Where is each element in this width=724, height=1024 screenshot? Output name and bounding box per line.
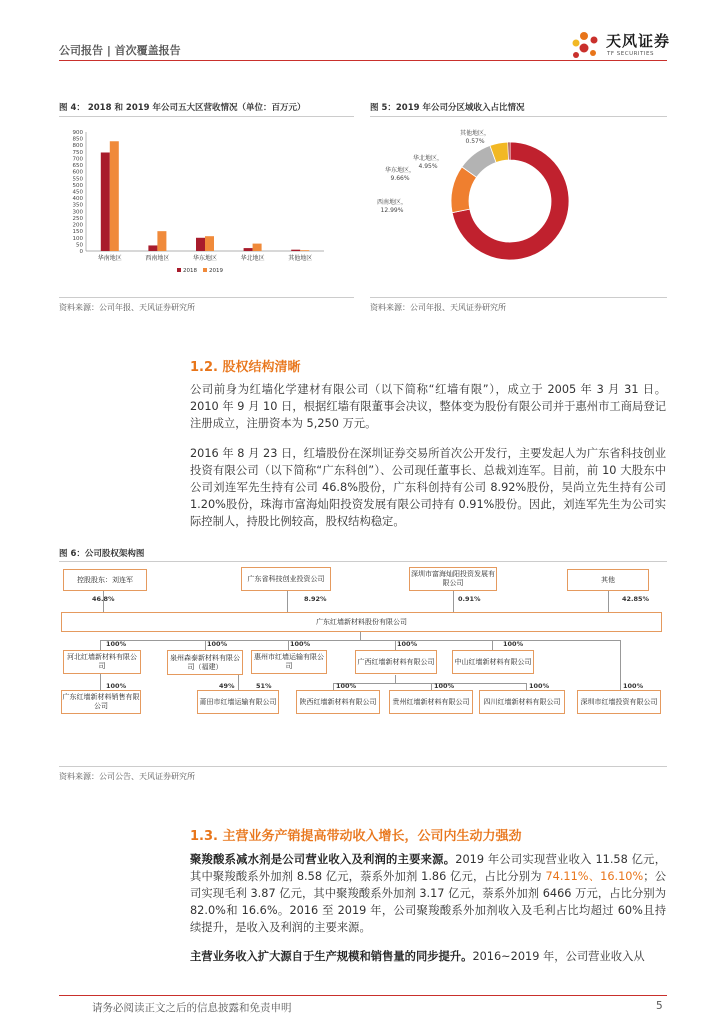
sub-pct: 100% [336,682,357,690]
slice-label: 西南地区， [376,199,408,206]
org-connector [492,640,493,650]
section-1-2-paragraph-1: 公司前身为红墙化学建材有限公司（以下简称“红墙有限”），成立于 2005 年 3 月 31 日。2010 年 9 月 10 日，根据红墙有限董事会决议，整体变为股份有限公司并于惠州市工商局登记注册成立，注册资本为 5,250 万元。 [190,383,666,430]
subsidiary-box: 四川红墙新材料有限公司 [479,690,565,714]
bar-2019 [157,231,166,251]
bar-2019 [253,244,262,251]
x-tick-label: 华南地区 [97,255,122,262]
fig4-source: 资料来源：公司年报、天风证券研究所 [59,303,195,312]
sub-pct: 51% [256,682,272,690]
subsidiary-box: 河北红墙新材料有限公司 [63,650,141,674]
org-connector [287,591,288,613]
y-tick-label: 50 [76,242,83,249]
logo-subtext: TF SECURITIES [607,51,654,57]
sub-pct: 49% [219,682,235,690]
fig5-donut-chart [370,120,667,290]
fig5-bottom-rule [370,297,667,298]
y-tick-label: 550 [72,176,83,183]
x-tick-label: 华北地区 [240,255,265,262]
subsidiary-box: 泉州森泰新材料有限公司（福建） [167,650,243,675]
y-tick-label: 350 [72,202,83,209]
subsidiary-box: 广东红墙新材料销售有限公司 [61,690,141,714]
y-tick-label: 250 [72,215,83,222]
legend-swatch [177,268,181,272]
fig6-title-rule [59,561,667,562]
org-connector [453,591,454,613]
bar-2018 [244,248,253,251]
y-tick-label: 750 [72,149,83,156]
shareholder-box: 广东省科技创业投资公司 [241,567,331,591]
sub-pct: 100% [623,682,644,690]
y-tick-label: 650 [72,163,83,170]
slice-value-label: 9.66% [390,175,410,182]
shareholder-box: 控股股东：刘连军 [63,569,147,591]
legend-label: 2018 [183,268,197,274]
report-header-title: 公司报告 | 首次覆盖报告 [59,44,181,57]
sub-pct: 100% [207,640,228,648]
subsidiary-box: 惠州市红墙运输有限公司 [251,650,327,674]
subsidiary-box: 莆田市红墙运输有限公司 [197,690,279,714]
slice-value-label: 4.95% [418,163,438,170]
page-number: 5 [656,1000,663,1012]
sub-pct: 100% [434,682,455,690]
sub-pct: 100% [106,640,127,648]
org-connector [100,640,620,641]
y-tick-label: 300 [72,209,83,216]
slice-value-label: 71.83% [576,227,600,234]
bar-2018 [196,238,205,251]
fig5-title-rule [370,116,667,117]
org-connector [431,683,432,690]
org-connector [395,675,396,683]
slice-label: 华东地区， [384,167,416,174]
section-1-3-paragraph-2 [190,948,666,965]
logo-text: 天风证券 [606,32,671,50]
bar-2019 [110,141,119,251]
y-tick-label: 0 [79,249,83,255]
org-connector [205,640,206,650]
bar-2019 [205,236,214,251]
sub-pct: 100% [106,682,127,690]
bar-2019 [300,250,309,251]
org-connector [333,683,526,684]
shareholder-pct: 8.92% [304,595,327,603]
y-tick-label: 900 [72,130,83,136]
slice-label: 其他地区， [459,130,491,137]
shareholder-pct: 42.85% [622,595,650,603]
bar-2018 [101,152,110,251]
org-connector [620,640,621,690]
p1-highlight: 74.11%、16.10% [545,870,644,883]
y-tick-label: 850 [72,136,83,143]
fig4-title-rule [59,116,354,117]
bar-2018 [291,250,300,251]
x-tick-label: 西南地区 [145,255,170,262]
section-1-3-heading: 1.3. 主营业务产销提高带动收入增长，公司内生动力强劲 [190,829,522,844]
org-connector [360,632,361,640]
footer-disclaimer: 请务必阅读正文之后的信息披露和免责申明 [92,1002,292,1014]
y-tick-label: 400 [72,196,83,203]
fig6-source: 资料来源：公司公告、天风证券研究所 [59,772,195,781]
legend-swatch [203,268,207,272]
org-connector [395,640,396,650]
y-tick-label: 700 [72,156,83,163]
subsidiary-box: 中山红墙新材料有限公司 [452,650,534,674]
bar-2018 [148,245,157,251]
slice-value-label: 12.99% [380,207,404,214]
subsidiary-box: 陕西红墙新材料有限公司 [296,690,380,714]
org-connector [608,591,609,613]
p2-text-a: 2016~2019 年，公司营业收入从 [472,950,645,963]
shareholder-pct: 0.91% [458,595,481,603]
org-connector [526,683,527,690]
sub-pct: 100% [290,640,311,648]
section-1-2-paragraph-2: 2016 年 8 月 23 日，红墙股份在深圳证券交易所首次公开发行，主要发起人为广东省科技创业投资有限公司（以下简称“广东科创”）、公司现任董事长、总裁刘连军。目前，前 10 大股东中公司刘连军先生持有公司 46.8%股份，广东科创持有公司 8.92%股份，吴尚立先生持有公司 1.20%股份，珠海市富海灿阳投资发展有限公司持有 0.91%股份。因此，刘连军先生为公司实际控制人，持股比例较高，股权结构稳定。 [190,447,666,528]
org-connector [288,640,289,650]
subsidiary-box: 广西红墙新材料有限公司 [355,650,437,674]
y-tick-label: 600 [72,169,83,176]
org-connector [238,675,239,690]
x-tick-label: 其他地区 [288,255,313,262]
p1-bold-lead: 聚羧酸系减水剂是公司营业收入及利润的主要来源。 [190,853,456,866]
fig5-title: 图 5：2019 年公司分区域收入占比情况 [370,103,525,113]
shareholder-box: 深圳市富海灿阳投资发展有限公司 [409,567,497,591]
p2-bold-lead: 主营业务收入扩大源自于生产规模和销售量的同步提升。 [190,950,473,963]
donut-slice [508,142,510,160]
fig4-title: 图 4： 2018 和 2019 年公司五大区营收情况（单位：百万元） [59,103,306,113]
slice-value-label: 0.57% [465,138,485,145]
sub-pct: 100% [503,640,524,648]
slice-label: 华北地区， [412,155,444,162]
y-tick-label: 450 [72,189,83,196]
y-tick-label: 800 [72,143,83,150]
sub-pct: 100% [529,682,550,690]
y-tick-label: 500 [72,182,83,189]
p1-text-b: ；公司实现毛利 3.87 亿元，其中聚羧酸系外加剂 3.17 亿元，萘系外加剂 6466 万元，占比分别为 82.0%和 16.6%。2016 至 2019 年，公司聚羧酸系外加剂收入及毛利占比均超过 60%且持续提升，是收入及利润的主要来源。 [190,870,666,934]
section-1-2-heading: 1.2. 股权结构清晰 [190,360,301,375]
fig6-title: 图 6：公司股权架构图 [59,549,145,559]
section-1-3-paragraph-1 [190,851,666,936]
y-tick-label: 200 [72,222,83,229]
fig5-source: 资料来源：公司年报、天风证券研究所 [370,303,506,312]
shareholder-box: 其他 [567,569,649,591]
org-connector [333,683,334,690]
y-tick-label: 100 [72,235,83,242]
shareholder-pct: 46.8% [92,595,115,603]
legend-label: 2019 [209,268,223,274]
footer-divider [59,995,667,996]
sub-pct: 100% [397,640,418,648]
fig4-bar-chart [59,120,354,285]
fig4-bottom-rule [59,297,354,298]
subsidiary-box: 贵州红墙新材料有限公司 [389,690,473,714]
p1-text-a: 2019 年公司实现营业收入 11.58 亿元，其中聚羧酸系外加剂 8.58 亿元，萘系外加剂 1.86 亿元，占比分别为 [190,853,666,883]
slice-label: 华南地区， [572,219,604,226]
fig6-bottom-rule [59,766,667,767]
company-box: 广东红墙新材料股份有限公司 [61,612,662,632]
y-tick-label: 150 [72,229,83,236]
subsidiary-box: 深圳市红墙投资有限公司 [577,690,661,714]
x-tick-label: 华东地区 [192,255,218,262]
